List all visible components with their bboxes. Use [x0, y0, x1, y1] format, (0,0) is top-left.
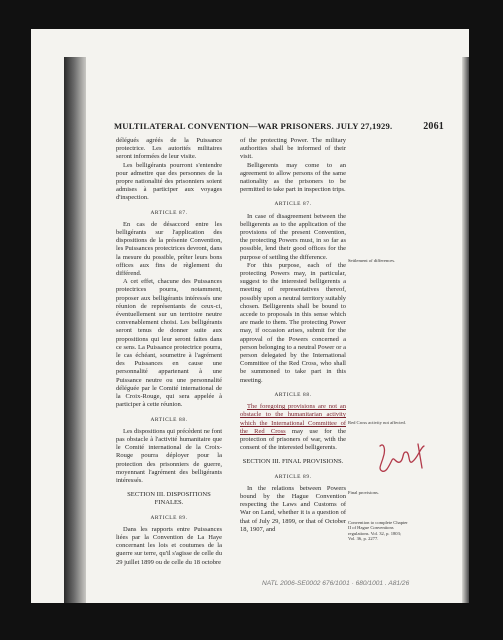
- paragraph: In case of disagreement between the belligerents as to the application of the provisions of the present Convention, the protecting Powers must, in so far as possible, lend their good offices for the purpose of settling the difference.: [240, 212, 346, 261]
- paragraph-continuation: may use for the protection of prisoners of war, with the consent of the interested belligerents.: [240, 427, 346, 452]
- article-heading: ARTICLE 88.: [150, 416, 188, 423]
- archive-stamp: NATL 2006-SE0002 676/1001 · 680/1001 . A81/26: [262, 580, 410, 587]
- margin-note-final: Final provisions.: [348, 490, 379, 495]
- handwritten-signature-icon: [374, 438, 434, 478]
- paragraph: A cet effet, chacune des Puissances protectrices pourra, notamment, proposer aux belligérants intéressés une réunion de représentants de ceux-ci, éventuellement sur un territoire neutre convenablement choisi. Les belligérants seront tenus de donner suite aux propositions qui leur seront faites dans ce sens. La Puissance protectrice pourra, le cas échéant, soumettre à l'agrément des Puissances en cause une personnalité appartenant à une Puissance neutre ou une personnalité déléguée par le Comité international de la Croix-Rouge, qui sera appelée à participer à cette réunion.: [116, 278, 222, 409]
- header-title: MULTILATERAL CONVENTION—WAR PRISONERS. JULY 27,1929.: [114, 121, 393, 131]
- english-column: [240, 137, 346, 534]
- paragraph: Les dispositions qui précèdent ne font pas obstacle à l'activité humanitaire que le Comité international de la Croix-Rouge pourra déployer pour la protection des prisonniers de guerre, moyennant l'agrément des belligérants intéressés.: [116, 427, 222, 484]
- highlighted-passage: The foregoing provisions are not an obstacle to the humanitarian activity which the International Committee of the Red Cross: [240, 403, 346, 435]
- article-heading: ARTICLE 87.: [274, 201, 312, 208]
- article-heading: ARTICLE 89.: [150, 514, 188, 521]
- margin-note-red-cross: Red Cross activity not affected.: [348, 420, 406, 425]
- article-heading: ARTICLE 87.: [150, 209, 188, 216]
- paragraph: of the protecting Power. The military authorities shall be informed of their visit.: [240, 137, 346, 161]
- paragraph: For this purpose, each of the protecting Powers may, in particular, suggest to the interested belligerents a meeting of representatives thereof, possibly upon a neutral territory suitably chosen. Belligerents shall be bound to accede to proposals in this sense which are made to them. The protecting Power may, if occasion arises, submit for the approval of the Powers concerned a person belonging to a neutral Power or a person delegated by the International Committee of the Red Cross, who shall be summoned to take part in this meeting.: [240, 261, 346, 384]
- section-heading: SECTION III. DISPOSITIONS FINALES.: [127, 491, 211, 507]
- page-right-edge: [462, 57, 469, 603]
- page-number: 2061: [423, 121, 444, 132]
- margin-note-convention: Convention to complete Chapter II of Hague Conventions regulations. Vol. 32, p. 1803; Vol. 36, p. 2277.: [348, 520, 408, 542]
- paragraph: Dans les rapports entre Puissances liées par la Convention de La Haye concernant les lois et coutumes de la guerre sur terre, qu'il s'agisse de celle du 29 juillet 1899 ou de celle du 18 octobre: [116, 525, 222, 566]
- margin-note-settlement: Settlement of differences.: [348, 258, 396, 263]
- page-spine-shadow: [64, 57, 86, 603]
- paragraph: In the relations between Powers bound by the Hague Convention respecting the Laws and Customs of War on Land, whether it is a question of that of July 29, 1899, or that of October 18, 1907, and: [240, 484, 346, 533]
- page-header: [114, 121, 444, 132]
- french-column: [116, 137, 222, 567]
- paragraph: [240, 403, 346, 452]
- article-heading: ARTICLE 89.: [274, 473, 312, 480]
- paragraph: Les belligérants pourront s'entendre pour admettre que des personnes de la propre nationalité des prisonniers soient admises à participer aux voyages d'inspection.: [116, 161, 222, 202]
- paragraph: Belligerents may come to an agreement to allow persons of the same nationality as the prisoners to be permitted to take part in inspection trips.: [240, 161, 346, 194]
- article-heading: ARTICLE 88.: [274, 391, 312, 398]
- paragraph: En cas de désaccord entre les belligérants sur l'application des dispositions de la présente Convention, les Puissances protectrices devront, dans la mesure du possible, prêter leurs bons offices aux fins de règlement du différend.: [116, 220, 222, 278]
- section-heading: SECTION III. FINAL PROVISIONS.: [242, 458, 344, 466]
- paragraph: délégués agréés de la Puissance protectrice. Les autorités militaires seront informées de leur visite.: [116, 137, 222, 161]
